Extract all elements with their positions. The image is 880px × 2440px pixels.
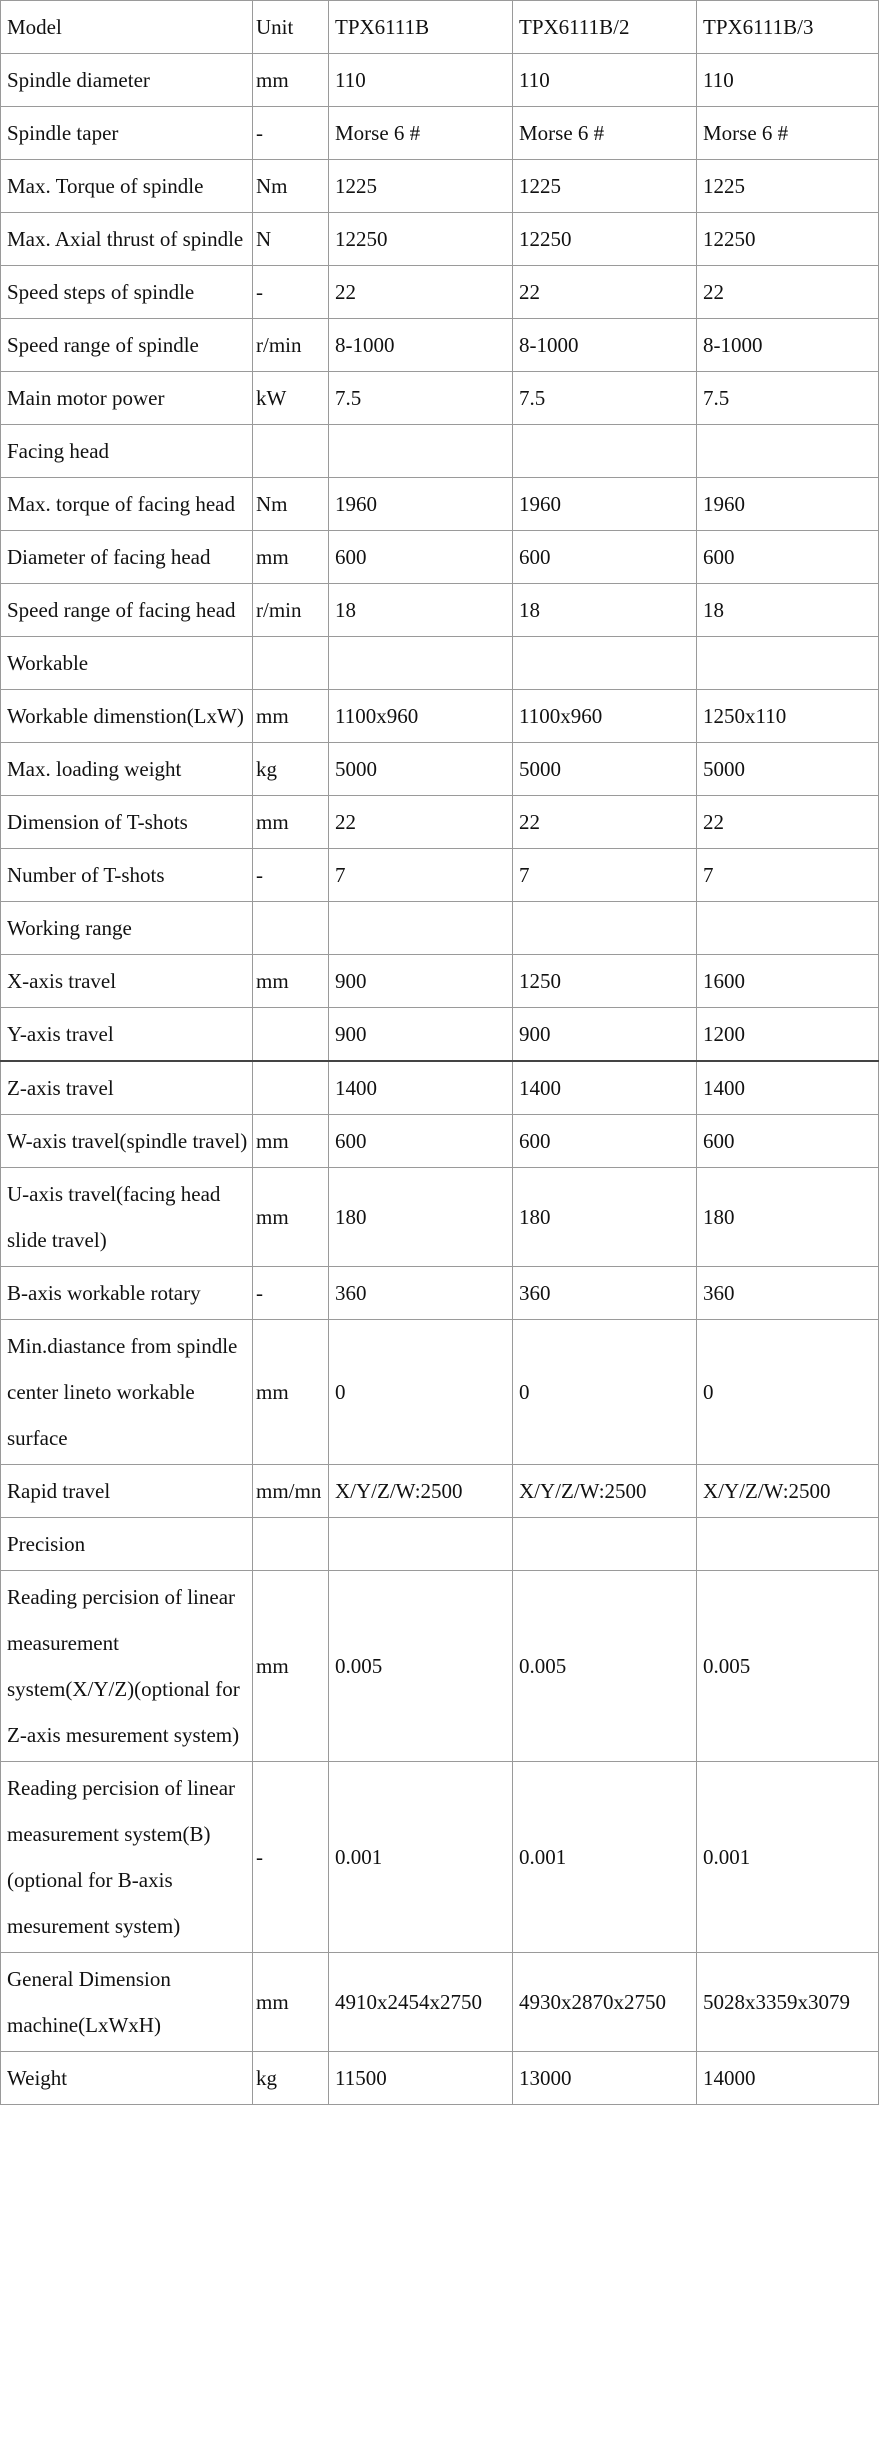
value-cell-tpx6111b: 8-1000 (329, 319, 513, 372)
parameter-cell: Max. Torque of spindle (1, 160, 253, 213)
value-cell-tpx6111b-3: 1250x110 (697, 690, 879, 743)
value-cell-tpx6111b-3: X/Y/Z/W:2500 (697, 1465, 879, 1518)
parameter-cell: Speed range of spindle (1, 319, 253, 372)
table-row (1, 849, 879, 902)
unit-cell: mm (253, 1168, 329, 1267)
value-cell-tpx6111b-3: 600 (697, 1115, 879, 1168)
unit-cell: Nm (253, 478, 329, 531)
value-cell-tpx6111b-2: 360 (513, 1267, 697, 1320)
value-cell-tpx6111b-3: 7.5 (697, 372, 879, 425)
value-cell-tpx6111b-2: 1960 (513, 478, 697, 531)
value-cell-tpx6111b: 0.001 (329, 1762, 513, 1953)
value-cell-tpx6111b-3: 14000 (697, 2052, 879, 2105)
value-cell-tpx6111b: 0 (329, 1320, 513, 1465)
table-row (1, 796, 879, 849)
value-cell-tpx6111b: 180 (329, 1168, 513, 1267)
value-cell-tpx6111b-3: 8-1000 (697, 319, 879, 372)
unit-cell (253, 425, 329, 478)
value-cell-tpx6111b-2: X/Y/Z/W:2500 (513, 1465, 697, 1518)
header-model-tpx6111b-2: TPX6111B/2 (513, 1, 697, 54)
unit-cell: - (253, 1762, 329, 1953)
table-row (1, 1518, 879, 1571)
value-cell-tpx6111b-2: 600 (513, 531, 697, 584)
value-cell-tpx6111b-2: 18 (513, 584, 697, 637)
unit-cell (253, 637, 329, 690)
value-cell-tpx6111b: 600 (329, 1115, 513, 1168)
value-cell-tpx6111b-3: 0.005 (697, 1571, 879, 1762)
unit-cell: mm (253, 1953, 329, 2052)
value-cell-tpx6111b-3: Morse 6 # (697, 107, 879, 160)
value-cell-tpx6111b-3 (697, 902, 879, 955)
table-row (1, 584, 879, 637)
unit-cell: kg (253, 2052, 329, 2105)
unit-cell: mm (253, 1115, 329, 1168)
parameter-cell: Facing head (1, 425, 253, 478)
table-row (1, 1762, 879, 1953)
value-cell-tpx6111b-2 (513, 902, 697, 955)
parameter-cell: Spindle diameter (1, 54, 253, 107)
unit-cell: r/min (253, 319, 329, 372)
parameter-cell: W-axis travel(spindle travel) (1, 1115, 253, 1168)
parameter-cell: Working range (1, 902, 253, 955)
value-cell-tpx6111b-2: 1400 (513, 1061, 697, 1115)
parameter-cell: Min.diastance from spindle center lineto workable surface (1, 1320, 253, 1465)
value-cell-tpx6111b-2: 12250 (513, 213, 697, 266)
table-row (1, 319, 879, 372)
value-cell-tpx6111b (329, 902, 513, 955)
value-cell-tpx6111b: 4910x2454x2750 (329, 1953, 513, 2052)
value-cell-tpx6111b: 0.005 (329, 1571, 513, 1762)
parameter-cell: Max. loading weight (1, 743, 253, 796)
table-row (1, 372, 879, 425)
unit-cell: mm/mn (253, 1465, 329, 1518)
parameter-cell: Speed range of facing head (1, 584, 253, 637)
value-cell-tpx6111b: 7.5 (329, 372, 513, 425)
table-row (1, 1008, 879, 1062)
value-cell-tpx6111b: 600 (329, 531, 513, 584)
value-cell-tpx6111b-2: 4930x2870x2750 (513, 1953, 697, 2052)
unit-cell: mm (253, 690, 329, 743)
table-row (1, 160, 879, 213)
value-cell-tpx6111b-3: 180 (697, 1168, 879, 1267)
table-row (1, 1465, 879, 1518)
value-cell-tpx6111b-3: 0.001 (697, 1762, 879, 1953)
value-cell-tpx6111b-2: 0 (513, 1320, 697, 1465)
value-cell-tpx6111b-3 (697, 1518, 879, 1571)
header-model-tpx6111b: TPX6111B (329, 1, 513, 54)
table-row (1, 213, 879, 266)
table-row (1, 1571, 879, 1762)
value-cell-tpx6111b-2: 7.5 (513, 372, 697, 425)
value-cell-tpx6111b-2: 600 (513, 1115, 697, 1168)
unit-cell: N (253, 213, 329, 266)
value-cell-tpx6111b-3: 1200 (697, 1008, 879, 1062)
table-row (1, 1320, 879, 1465)
parameter-cell: U-axis travel(facing head slide travel) (1, 1168, 253, 1267)
parameter-cell: Max. Axial thrust of spindle (1, 213, 253, 266)
parameter-cell: Rapid travel (1, 1465, 253, 1518)
table-row (1, 425, 879, 478)
unit-cell: mm (253, 955, 329, 1008)
value-cell-tpx6111b-2: 180 (513, 1168, 697, 1267)
value-cell-tpx6111b-3: 360 (697, 1267, 879, 1320)
parameter-cell: Reading percision of linear measurement system(X/Y/Z)(optional for Z-axis mesurement system) (1, 1571, 253, 1762)
unit-cell: mm (253, 54, 329, 107)
table-row (1, 1115, 879, 1168)
table-row (1, 54, 879, 107)
unit-cell: - (253, 266, 329, 319)
value-cell-tpx6111b: 360 (329, 1267, 513, 1320)
table-row (1, 107, 879, 160)
unit-cell: Nm (253, 160, 329, 213)
value-cell-tpx6111b-3: 1600 (697, 955, 879, 1008)
value-cell-tpx6111b: 18 (329, 584, 513, 637)
table-row (1, 478, 879, 531)
value-cell-tpx6111b: 900 (329, 955, 513, 1008)
value-cell-tpx6111b-2: 22 (513, 796, 697, 849)
value-cell-tpx6111b: X/Y/Z/W:2500 (329, 1465, 513, 1518)
unit-cell: - (253, 107, 329, 160)
value-cell-tpx6111b-2 (513, 637, 697, 690)
parameter-cell: Z-axis travel (1, 1061, 253, 1115)
value-cell-tpx6111b-3: 22 (697, 796, 879, 849)
parameter-cell: Workable dimenstion(LxW) (1, 690, 253, 743)
value-cell-tpx6111b-3: 18 (697, 584, 879, 637)
value-cell-tpx6111b-2: 1250 (513, 955, 697, 1008)
parameter-cell: Workable (1, 637, 253, 690)
value-cell-tpx6111b: 1100x960 (329, 690, 513, 743)
value-cell-tpx6111b-3: 600 (697, 531, 879, 584)
parameter-cell: Reading percision of linear measurement system(B)(optional for B-axis mesurement system) (1, 1762, 253, 1953)
value-cell-tpx6111b-2: 8-1000 (513, 319, 697, 372)
value-cell-tpx6111b-3: 7 (697, 849, 879, 902)
value-cell-tpx6111b: Morse 6 # (329, 107, 513, 160)
parameter-cell: B-axis workable rotary (1, 1267, 253, 1320)
table-row (1, 1061, 879, 1115)
unit-cell (253, 1518, 329, 1571)
parameter-cell: Weight (1, 2052, 253, 2105)
unit-cell: mm (253, 1571, 329, 1762)
unit-cell: kg (253, 743, 329, 796)
value-cell-tpx6111b: 5000 (329, 743, 513, 796)
parameter-cell: Max. torque of facing head (1, 478, 253, 531)
value-cell-tpx6111b-2: 900 (513, 1008, 697, 1062)
parameter-cell: Diameter of facing head (1, 531, 253, 584)
value-cell-tpx6111b-3: 1225 (697, 160, 879, 213)
value-cell-tpx6111b-3 (697, 637, 879, 690)
value-cell-tpx6111b-2: 13000 (513, 2052, 697, 2105)
parameter-cell: X-axis travel (1, 955, 253, 1008)
table-row (1, 690, 879, 743)
value-cell-tpx6111b-2: 22 (513, 266, 697, 319)
table-row (1, 266, 879, 319)
unit-cell: mm (253, 1320, 329, 1465)
unit-cell (253, 902, 329, 955)
value-cell-tpx6111b-2: Morse 6 # (513, 107, 697, 160)
table-row (1, 1267, 879, 1320)
value-cell-tpx6111b: 22 (329, 796, 513, 849)
unit-cell: mm (253, 796, 329, 849)
value-cell-tpx6111b-3 (697, 425, 879, 478)
value-cell-tpx6111b (329, 637, 513, 690)
parameter-cell: Dimension of T-shots (1, 796, 253, 849)
value-cell-tpx6111b: 7 (329, 849, 513, 902)
value-cell-tpx6111b: 1400 (329, 1061, 513, 1115)
value-cell-tpx6111b: 12250 (329, 213, 513, 266)
header-model-tpx6111b-3: TPX6111B/3 (697, 1, 879, 54)
table-row (1, 531, 879, 584)
value-cell-tpx6111b-3: 12250 (697, 213, 879, 266)
value-cell-tpx6111b-3: 5000 (697, 743, 879, 796)
value-cell-tpx6111b-2: 7 (513, 849, 697, 902)
value-cell-tpx6111b-3: 1960 (697, 478, 879, 531)
table-header-row (1, 1, 879, 54)
value-cell-tpx6111b: 900 (329, 1008, 513, 1062)
parameter-cell: Main motor power (1, 372, 253, 425)
unit-cell: - (253, 1267, 329, 1320)
table-row (1, 955, 879, 1008)
value-cell-tpx6111b: 22 (329, 266, 513, 319)
value-cell-tpx6111b-2: 1100x960 (513, 690, 697, 743)
value-cell-tpx6111b: 1960 (329, 478, 513, 531)
table-row (1, 1953, 879, 2052)
unit-cell (253, 1061, 329, 1115)
value-cell-tpx6111b-2: 110 (513, 54, 697, 107)
specification-table-body (1, 1, 879, 2105)
parameter-cell: General Dimension machine(LxWxH) (1, 1953, 253, 2052)
table-row (1, 637, 879, 690)
unit-cell: mm (253, 531, 329, 584)
table-row (1, 743, 879, 796)
header-unit: Unit (253, 1, 329, 54)
value-cell-tpx6111b-3: 5028x3359x3079 (697, 1953, 879, 2052)
unit-cell: r/min (253, 584, 329, 637)
parameter-cell: Spindle taper (1, 107, 253, 160)
table-row (1, 1168, 879, 1267)
parameter-cell: Precision (1, 1518, 253, 1571)
value-cell-tpx6111b (329, 425, 513, 478)
value-cell-tpx6111b-2 (513, 1518, 697, 1571)
value-cell-tpx6111b-3: 0 (697, 1320, 879, 1465)
value-cell-tpx6111b-2: 5000 (513, 743, 697, 796)
table-row (1, 2052, 879, 2105)
value-cell-tpx6111b-3: 22 (697, 266, 879, 319)
value-cell-tpx6111b: 1225 (329, 160, 513, 213)
value-cell-tpx6111b-3: 1400 (697, 1061, 879, 1115)
value-cell-tpx6111b: 11500 (329, 2052, 513, 2105)
parameter-cell: Speed steps of spindle (1, 266, 253, 319)
parameter-cell: Number of T-shots (1, 849, 253, 902)
unit-cell: kW (253, 372, 329, 425)
header-model: Model (1, 1, 253, 54)
value-cell-tpx6111b-2: 0.001 (513, 1762, 697, 1953)
value-cell-tpx6111b (329, 1518, 513, 1571)
table-row (1, 902, 879, 955)
value-cell-tpx6111b-3: 110 (697, 54, 879, 107)
value-cell-tpx6111b-2: 1225 (513, 160, 697, 213)
value-cell-tpx6111b-2: 0.005 (513, 1571, 697, 1762)
value-cell-tpx6111b: 110 (329, 54, 513, 107)
value-cell-tpx6111b-2 (513, 425, 697, 478)
unit-cell (253, 1008, 329, 1062)
unit-cell: - (253, 849, 329, 902)
parameter-cell: Y-axis travel (1, 1008, 253, 1062)
